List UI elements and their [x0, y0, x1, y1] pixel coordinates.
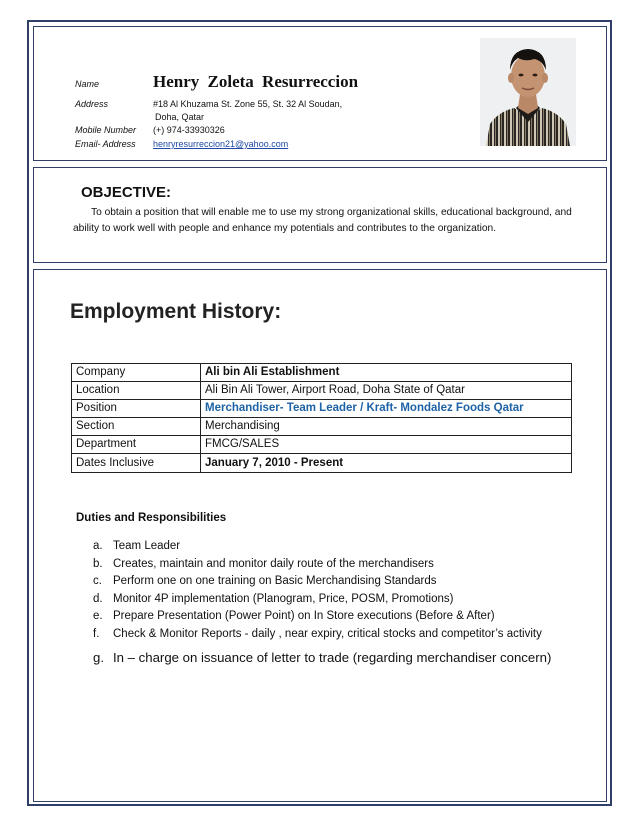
- list-item: [71, 647, 571, 669]
- table-cell-label: Position: [72, 400, 201, 418]
- list-marker: d.: [93, 592, 103, 605]
- table-cell-value: Merchandising: [201, 418, 572, 436]
- list-marker: f.: [93, 627, 100, 640]
- list-marker: g.: [93, 649, 104, 665]
- employment-table: [71, 363, 572, 473]
- address-line-1: #18 Al Khuzama St. Zone 55, St. 32 Al Soudan,: [153, 99, 343, 109]
- list-item-text: Monitor 4P implementation (Planogram, Price, POSM, Promotions): [113, 592, 454, 605]
- content-box: [33, 269, 607, 802]
- list-item: [71, 556, 571, 574]
- table-cell-label: Company: [72, 364, 201, 382]
- employment-history-title: Employment History:: [70, 300, 282, 323]
- list-item: [71, 573, 571, 591]
- table-cell-label: Section: [72, 418, 201, 436]
- name-value: Henry Zoleta Resurreccion: [153, 72, 359, 91]
- mobile-label: Mobile Number: [75, 125, 137, 135]
- address-label: Address: [75, 99, 109, 109]
- table-cell-value: Merchandiser- Team Leader / Kraft- Mondalez Foods Qatar: [201, 400, 572, 418]
- list-item-text: Team Leader: [113, 540, 181, 552]
- table-row: [72, 400, 572, 418]
- person-photo-icon: [480, 38, 576, 146]
- table-cell-value: Ali Bin Ali Tower, Airport Road, Doha State of Qatar: [201, 382, 572, 400]
- email-link[interactable]: henryresurreccion21@yahoo.com: [153, 139, 289, 149]
- list-item: [71, 626, 571, 644]
- list-item: [71, 608, 571, 626]
- mobile-value: (+) 974-33930326: [153, 125, 225, 135]
- list-item-text: Check & Monitor Reports - daily , near expiry, critical stocks and competitor’s activity: [113, 627, 542, 640]
- list-marker: a.: [93, 540, 103, 552]
- table-cell-value: January 7, 2010 - Present: [201, 454, 572, 472]
- email-label: Email- Address: [75, 139, 136, 149]
- table-cell-label: Department: [72, 436, 201, 454]
- name-label: Name: [75, 79, 100, 89]
- list-item-text: Perform one on one training on Basic Merchandising Standards: [113, 575, 437, 588]
- table-cell-label: Dates Inclusive: [72, 454, 201, 472]
- list-item-text: Prepare Presentation (Power Point) on In Store executions (Before & After): [113, 610, 495, 623]
- table-row: [72, 436, 572, 454]
- list-marker: e.: [93, 610, 103, 623]
- list-marker: c.: [93, 575, 102, 588]
- table-cell-label: Location: [72, 382, 201, 400]
- duties-list: [71, 538, 571, 669]
- address-line-2: Doha, Qatar: [155, 112, 205, 122]
- table-cell-value: FMCG/SALES: [201, 436, 572, 454]
- table-row: [72, 418, 572, 436]
- table-cell-value: Ali bin Ali Establishment: [201, 364, 572, 382]
- profile-photo: [480, 38, 576, 146]
- list-marker: b.: [93, 557, 103, 570]
- table-row: [72, 454, 572, 472]
- duties-title: Duties and Responsibilities: [76, 512, 227, 524]
- list-item: [71, 591, 571, 609]
- objective-title: OBJECTIVE:: [81, 184, 172, 201]
- list-item-text: In – charge on issuance of letter to trade (regarding merchandiser concern): [113, 649, 552, 665]
- list-item: [71, 538, 571, 556]
- objective-text: To obtain a position that will enable me to use my strong organizational skills, educational background, and ability to work well with people and enhance my potentials and contributes to the organization.: [73, 207, 572, 234]
- table-row: [72, 364, 572, 382]
- list-item-text: Creates, maintain and monitor daily route of the merchandisers: [113, 557, 434, 570]
- table-row: [72, 382, 572, 400]
